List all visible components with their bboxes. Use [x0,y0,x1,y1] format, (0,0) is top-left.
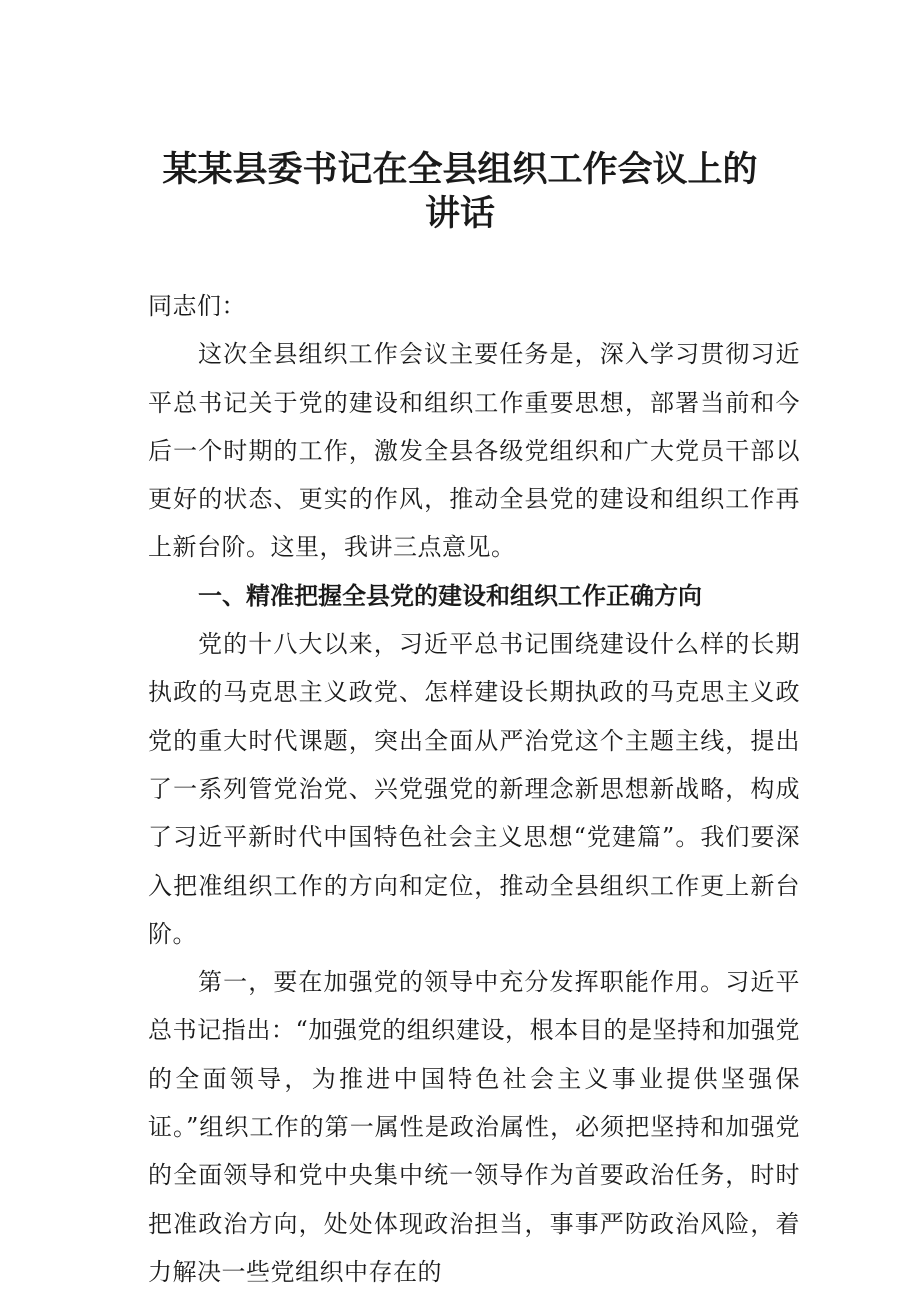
title-line-1: 某某县委书记在全县组织工作会议上的 [162,149,758,190]
intro-paragraph: 这次全县组织工作会议主要任务是，深入学习贯彻习近平总书记关于党的建设和组织工作重要思想，部署当前和今后一个时期的工作，激发全县各级党组织和广大党员干部以更好的状态、更实的作风，推动全县党的建设和组织工作再上新台阶。这里，我讲三点意见。 [148,340,800,562]
section-1-heading: 一、精准把握全县党的建设和组织工作正确方向 [198,581,702,610]
title-line-2: 讲话 [424,193,495,234]
salutation: 同志们： [148,292,246,320]
section-1-paragraph-1: 党的十八大以来，习近平总书记围绕建设什么样的长期执政的马克思主义政党、怎样建设长期执政的马克思主义政党的重大时代课题，突出全面从严治党这个主题主线，提出了一系列管党治党、兴党强党的新理念新思想新战略，构成了习近平新时代中国特色社会主义思想“党建篇”。我们要深入把准组织工作的方向和定位，推动全县组织工作更上新台阶。 [148,630,800,948]
document-title [120,148,800,236]
document-body [148,282,800,1296]
section-1-paragraph-2: 第一，要在加强党的领导中充分发挥职能作用。习近平总书记指出：“加强党的组织建设，根本目的是坚持和加强党的全面领导，为推进中国特色社会主义事业提供坚强保证。”组织工作的第一属性是政治属性，必须把坚持和加强党的全面领导和党中央集中统一领导作为首要政治任务，时时把准政治方向，处处体现政治担当，事事严防政治风险，着力解决一些党组织中存在的 [148,968,800,1286]
